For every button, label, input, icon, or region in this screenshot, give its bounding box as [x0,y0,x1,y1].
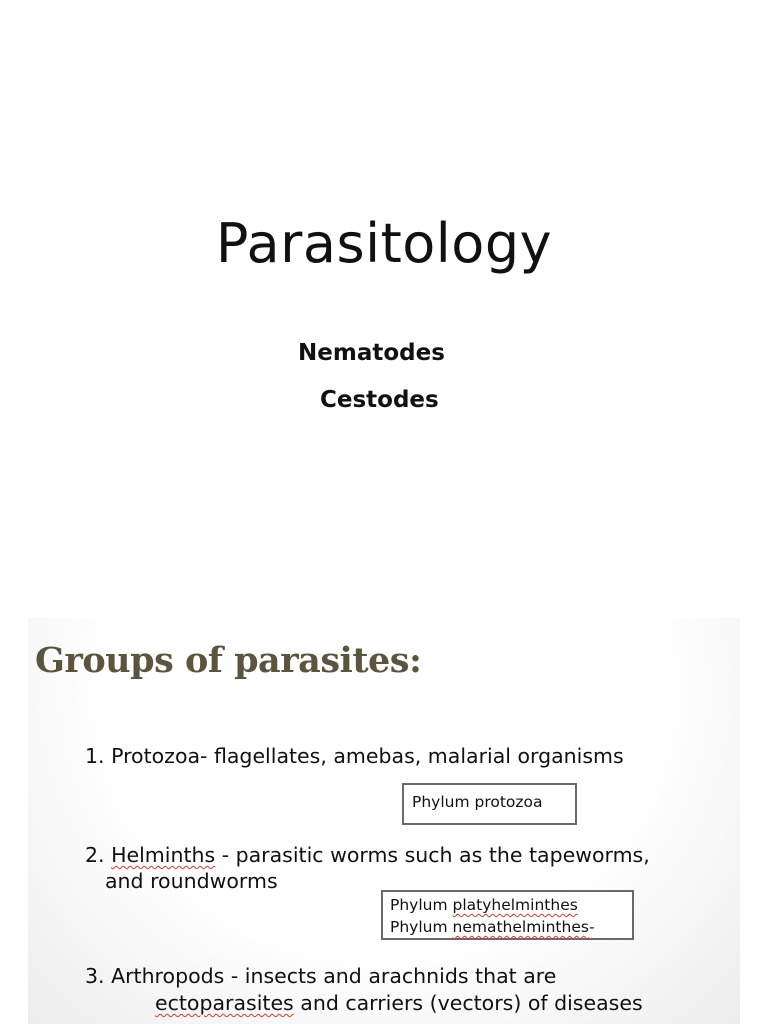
helminths-term: Helminths [111,843,216,867]
groups-slide [28,618,740,1024]
item-helminths-continued: and roundworms [105,869,278,893]
slide-title: Parasitology [215,212,553,275]
item-arthropods: 3. Arthropods - insects and arachnids that are [85,964,557,988]
phylum-protozoa-box: Phylum protozoa [402,783,577,825]
box-dash: - [588,918,595,936]
phylum-helminths-box [381,890,634,940]
item-number: 2. [85,843,112,867]
box-phylum-label: Phylum [390,896,453,914]
box-phylum-label: Phylum [390,918,453,936]
ectoparasites-term: ectoparasites [155,991,294,1015]
platyhelminthes-term: platyhelminthes [452,896,578,914]
subtitle-nematodes: Nematodes [298,340,445,366]
item-arthropods-continued [155,991,643,1015]
box-line-nemathelminthes [390,916,632,938]
box-line-platyhelminthes [390,894,632,916]
item-protozoa: 1. Protozoa- flagellates, amebas, malarial organisms [85,744,624,768]
subtitle-cestodes: Cestodes [320,387,439,413]
item-helminths [85,843,650,867]
nemathelminthes-term: nemathelminthes [452,918,589,936]
groups-title: Groups of parasites: [35,640,422,681]
arthropods-description: and carriers (vectors) of diseases [293,991,643,1015]
helminths-description: - parasitic worms such as the tapeworms, [215,843,650,867]
